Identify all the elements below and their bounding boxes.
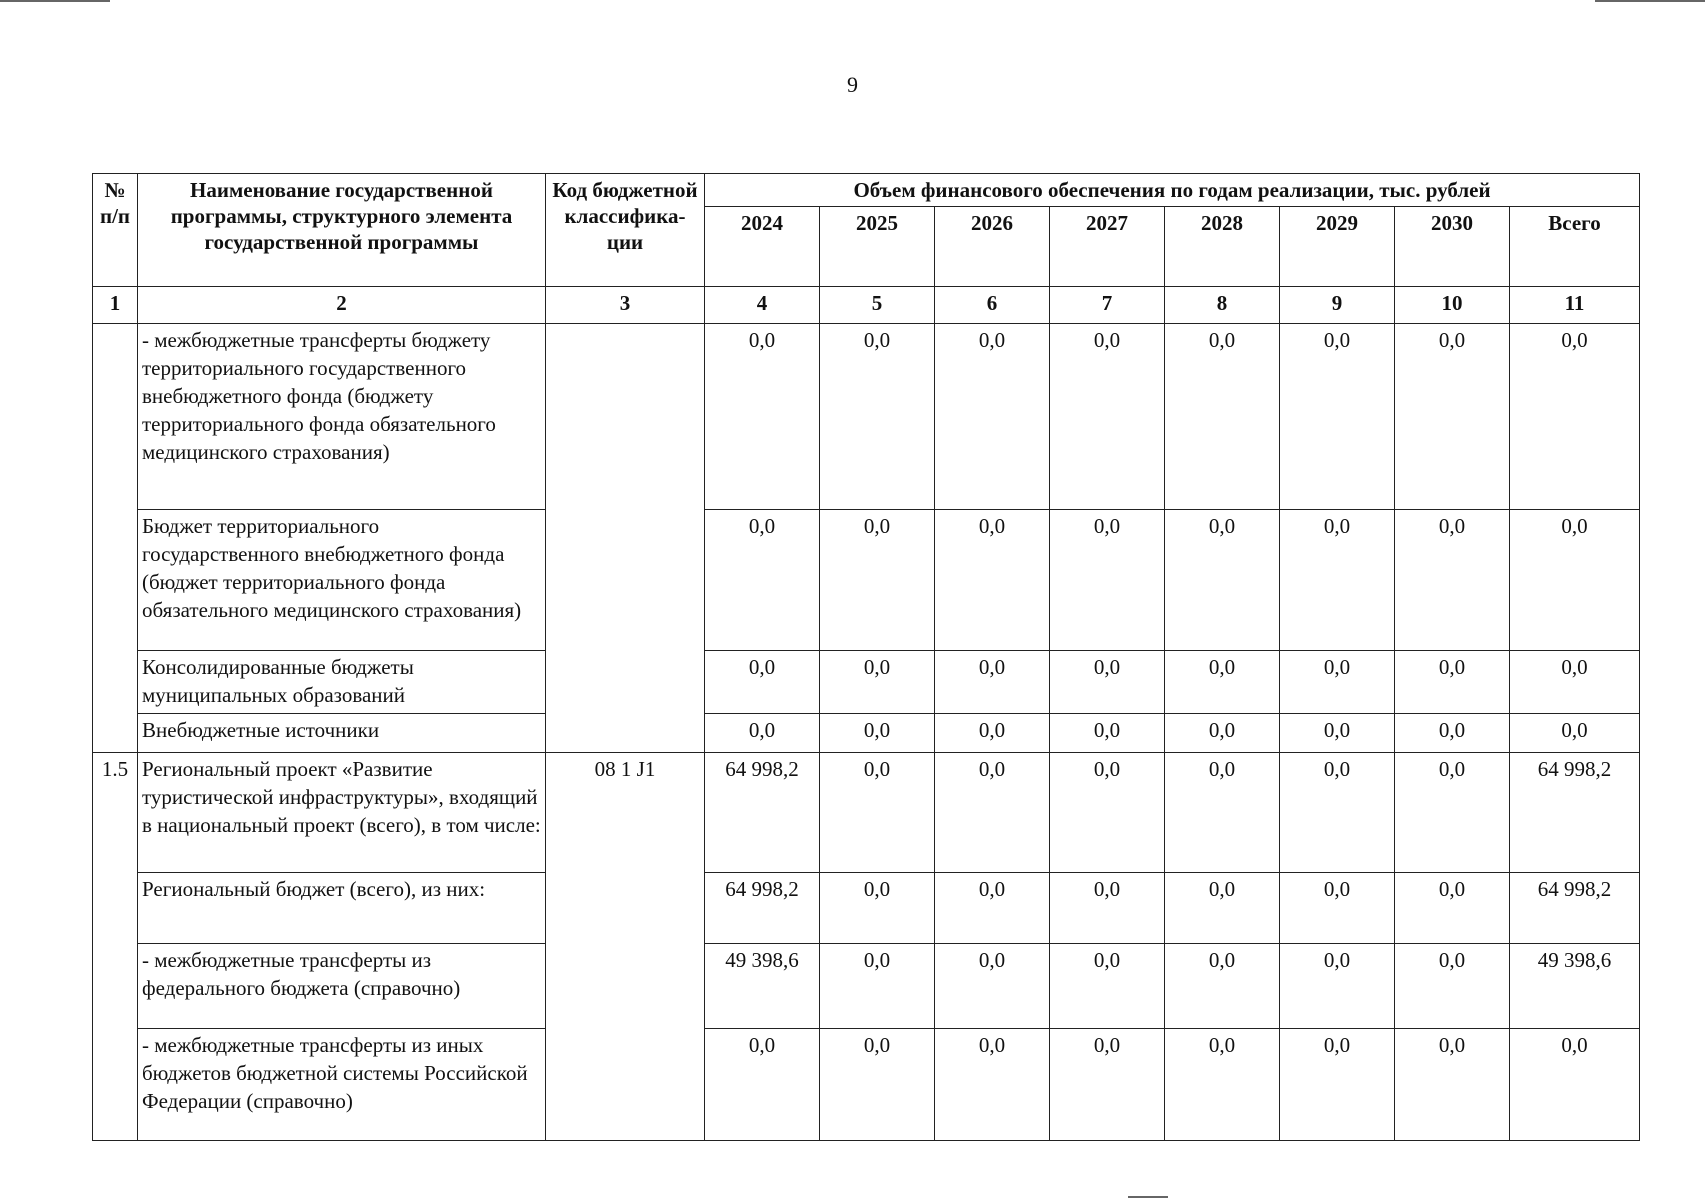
row-name: Региональный бюджет (всего), из них: xyxy=(138,873,546,944)
column-number: 9 xyxy=(1280,287,1395,324)
column-number: 6 xyxy=(935,287,1050,324)
column-number: 3 xyxy=(546,287,705,324)
value-cell: 0,0 xyxy=(705,510,820,651)
table-header xyxy=(93,174,1640,324)
table-row xyxy=(93,510,1640,651)
header-year: 2029 xyxy=(1280,207,1395,287)
value-cell: 49 398,6 xyxy=(1510,944,1640,1029)
value-cell: 0,0 xyxy=(1050,510,1165,651)
value-cell: 0,0 xyxy=(1050,651,1165,714)
value-cell: 0,0 xyxy=(1510,714,1640,753)
value-cell: 64 998,2 xyxy=(705,873,820,944)
value-cell: 0,0 xyxy=(1280,714,1395,753)
header-num: № п/п xyxy=(93,174,138,287)
value-cell: 0,0 xyxy=(1395,651,1510,714)
header-volume: Объем финансового обеспечения по годам реализации, тыс. рублей xyxy=(705,174,1640,207)
value-cell: 0,0 xyxy=(705,324,820,510)
value-cell: 0,0 xyxy=(935,753,1050,873)
table-row xyxy=(93,873,1640,944)
value-cell: 0,0 xyxy=(1280,324,1395,510)
value-cell: 0,0 xyxy=(1050,714,1165,753)
column-number: 1 xyxy=(93,287,138,324)
value-cell: 0,0 xyxy=(1395,873,1510,944)
header-year: 2030 xyxy=(1395,207,1510,287)
table-row xyxy=(93,944,1640,1029)
header-total: Всего xyxy=(1510,207,1640,287)
header-year: 2024 xyxy=(705,207,820,287)
row-name: - межбюджетные трансферты из иных бюджетов бюджетной системы Российской Федерации (справочно) xyxy=(138,1029,546,1141)
budget-code xyxy=(546,324,705,753)
row-name: Бюджет территориального государственного внебюджетного фонда (бюджет территориального фонда обязательного медицинского страхования) xyxy=(138,510,546,651)
value-cell: 0,0 xyxy=(705,651,820,714)
value-cell: 0,0 xyxy=(705,714,820,753)
value-cell: 0,0 xyxy=(1510,324,1640,510)
header-year: 2028 xyxy=(1165,207,1280,287)
value-cell: 0,0 xyxy=(1280,510,1395,651)
column-number: 11 xyxy=(1510,287,1640,324)
value-cell: 0,0 xyxy=(820,873,935,944)
value-cell: 0,0 xyxy=(1395,510,1510,651)
value-cell: 0,0 xyxy=(1510,510,1640,651)
column-number: 7 xyxy=(1050,287,1165,324)
value-cell: 0,0 xyxy=(820,324,935,510)
value-cell: 0,0 xyxy=(935,714,1050,753)
column-numbers-row xyxy=(93,287,1640,324)
value-cell: 0,0 xyxy=(1050,753,1165,873)
value-cell: 64 998,2 xyxy=(1510,753,1640,873)
page-number: 9 xyxy=(847,72,858,97)
value-cell: 0,0 xyxy=(1395,714,1510,753)
value-cell: 0,0 xyxy=(820,1029,935,1141)
value-cell: 0,0 xyxy=(1165,1029,1280,1141)
header-year: 2027 xyxy=(1050,207,1165,287)
value-cell: 0,0 xyxy=(820,944,935,1029)
value-cell: 0,0 xyxy=(935,510,1050,651)
value-cell: 0,0 xyxy=(1280,753,1395,873)
value-cell: 0,0 xyxy=(1280,1029,1395,1141)
column-number: 4 xyxy=(705,287,820,324)
table-row xyxy=(93,753,1640,873)
row-number xyxy=(93,324,138,753)
scan-edge-mark xyxy=(0,0,110,2)
value-cell: 0,0 xyxy=(820,753,935,873)
value-cell: 0,0 xyxy=(705,1029,820,1141)
value-cell: 0,0 xyxy=(1165,753,1280,873)
row-name: - межбюджетные трансферты бюджету территориального государственного внебюджетного фонда (бюджету территориального фонда обязательного медицинского страхования) xyxy=(138,324,546,510)
value-cell: 0,0 xyxy=(935,651,1050,714)
row-name: Региональный проект «Развитие туристической инфраструктуры», входящий в национальный проект (всего), в том числе: xyxy=(138,753,546,873)
value-cell: 0,0 xyxy=(1165,944,1280,1029)
value-cell: 0,0 xyxy=(1165,714,1280,753)
value-cell: 0,0 xyxy=(1165,324,1280,510)
budget-code: 08 1 J1 xyxy=(546,753,705,1141)
table-row xyxy=(93,1029,1640,1141)
column-number: 5 xyxy=(820,287,935,324)
value-cell: 64 998,2 xyxy=(705,753,820,873)
header-year: 2026 xyxy=(935,207,1050,287)
value-cell: 0,0 xyxy=(820,714,935,753)
row-number: 1.5 xyxy=(93,753,138,1141)
value-cell: 0,0 xyxy=(1165,651,1280,714)
header-year: 2025 xyxy=(820,207,935,287)
table-row xyxy=(93,714,1640,753)
scan-edge-mark xyxy=(1128,1196,1168,1198)
value-cell: 0,0 xyxy=(1050,1029,1165,1141)
column-number: 8 xyxy=(1165,287,1280,324)
value-cell: 0,0 xyxy=(1165,873,1280,944)
row-name: - межбюджетные трансферты из федерального бюджета (справочно) xyxy=(138,944,546,1029)
column-number: 2 xyxy=(138,287,546,324)
value-cell: 0,0 xyxy=(820,651,935,714)
value-cell: 0,0 xyxy=(935,873,1050,944)
value-cell: 0,0 xyxy=(1280,651,1395,714)
value-cell: 64 998,2 xyxy=(1510,873,1640,944)
value-cell: 49 398,6 xyxy=(705,944,820,1029)
value-cell: 0,0 xyxy=(1165,510,1280,651)
scan-edge-mark xyxy=(1595,0,1705,2)
value-cell: 0,0 xyxy=(935,944,1050,1029)
value-cell: 0,0 xyxy=(820,510,935,651)
value-cell: 0,0 xyxy=(1280,944,1395,1029)
table-row xyxy=(93,324,1640,510)
header-name: Наименование государственной программы, структурного элемента государственной программы xyxy=(138,174,546,287)
header-code: Код бюджетной классифика-ции xyxy=(546,174,705,287)
value-cell: 0,0 xyxy=(935,324,1050,510)
value-cell: 0,0 xyxy=(1395,944,1510,1029)
row-name: Консолидированные бюджеты муниципальных образований xyxy=(138,651,546,714)
value-cell: 0,0 xyxy=(1050,873,1165,944)
value-cell: 0,0 xyxy=(1510,1029,1640,1141)
table-row xyxy=(93,651,1640,714)
value-cell: 0,0 xyxy=(935,1029,1050,1141)
financing-table xyxy=(92,173,1640,1141)
row-name: Внебюджетные источники xyxy=(138,714,546,753)
table-body xyxy=(93,324,1640,1141)
value-cell: 0,0 xyxy=(1280,873,1395,944)
value-cell: 0,0 xyxy=(1395,753,1510,873)
value-cell: 0,0 xyxy=(1510,651,1640,714)
value-cell: 0,0 xyxy=(1050,324,1165,510)
column-number: 10 xyxy=(1395,287,1510,324)
value-cell: 0,0 xyxy=(1395,1029,1510,1141)
value-cell: 0,0 xyxy=(1395,324,1510,510)
value-cell: 0,0 xyxy=(1050,944,1165,1029)
